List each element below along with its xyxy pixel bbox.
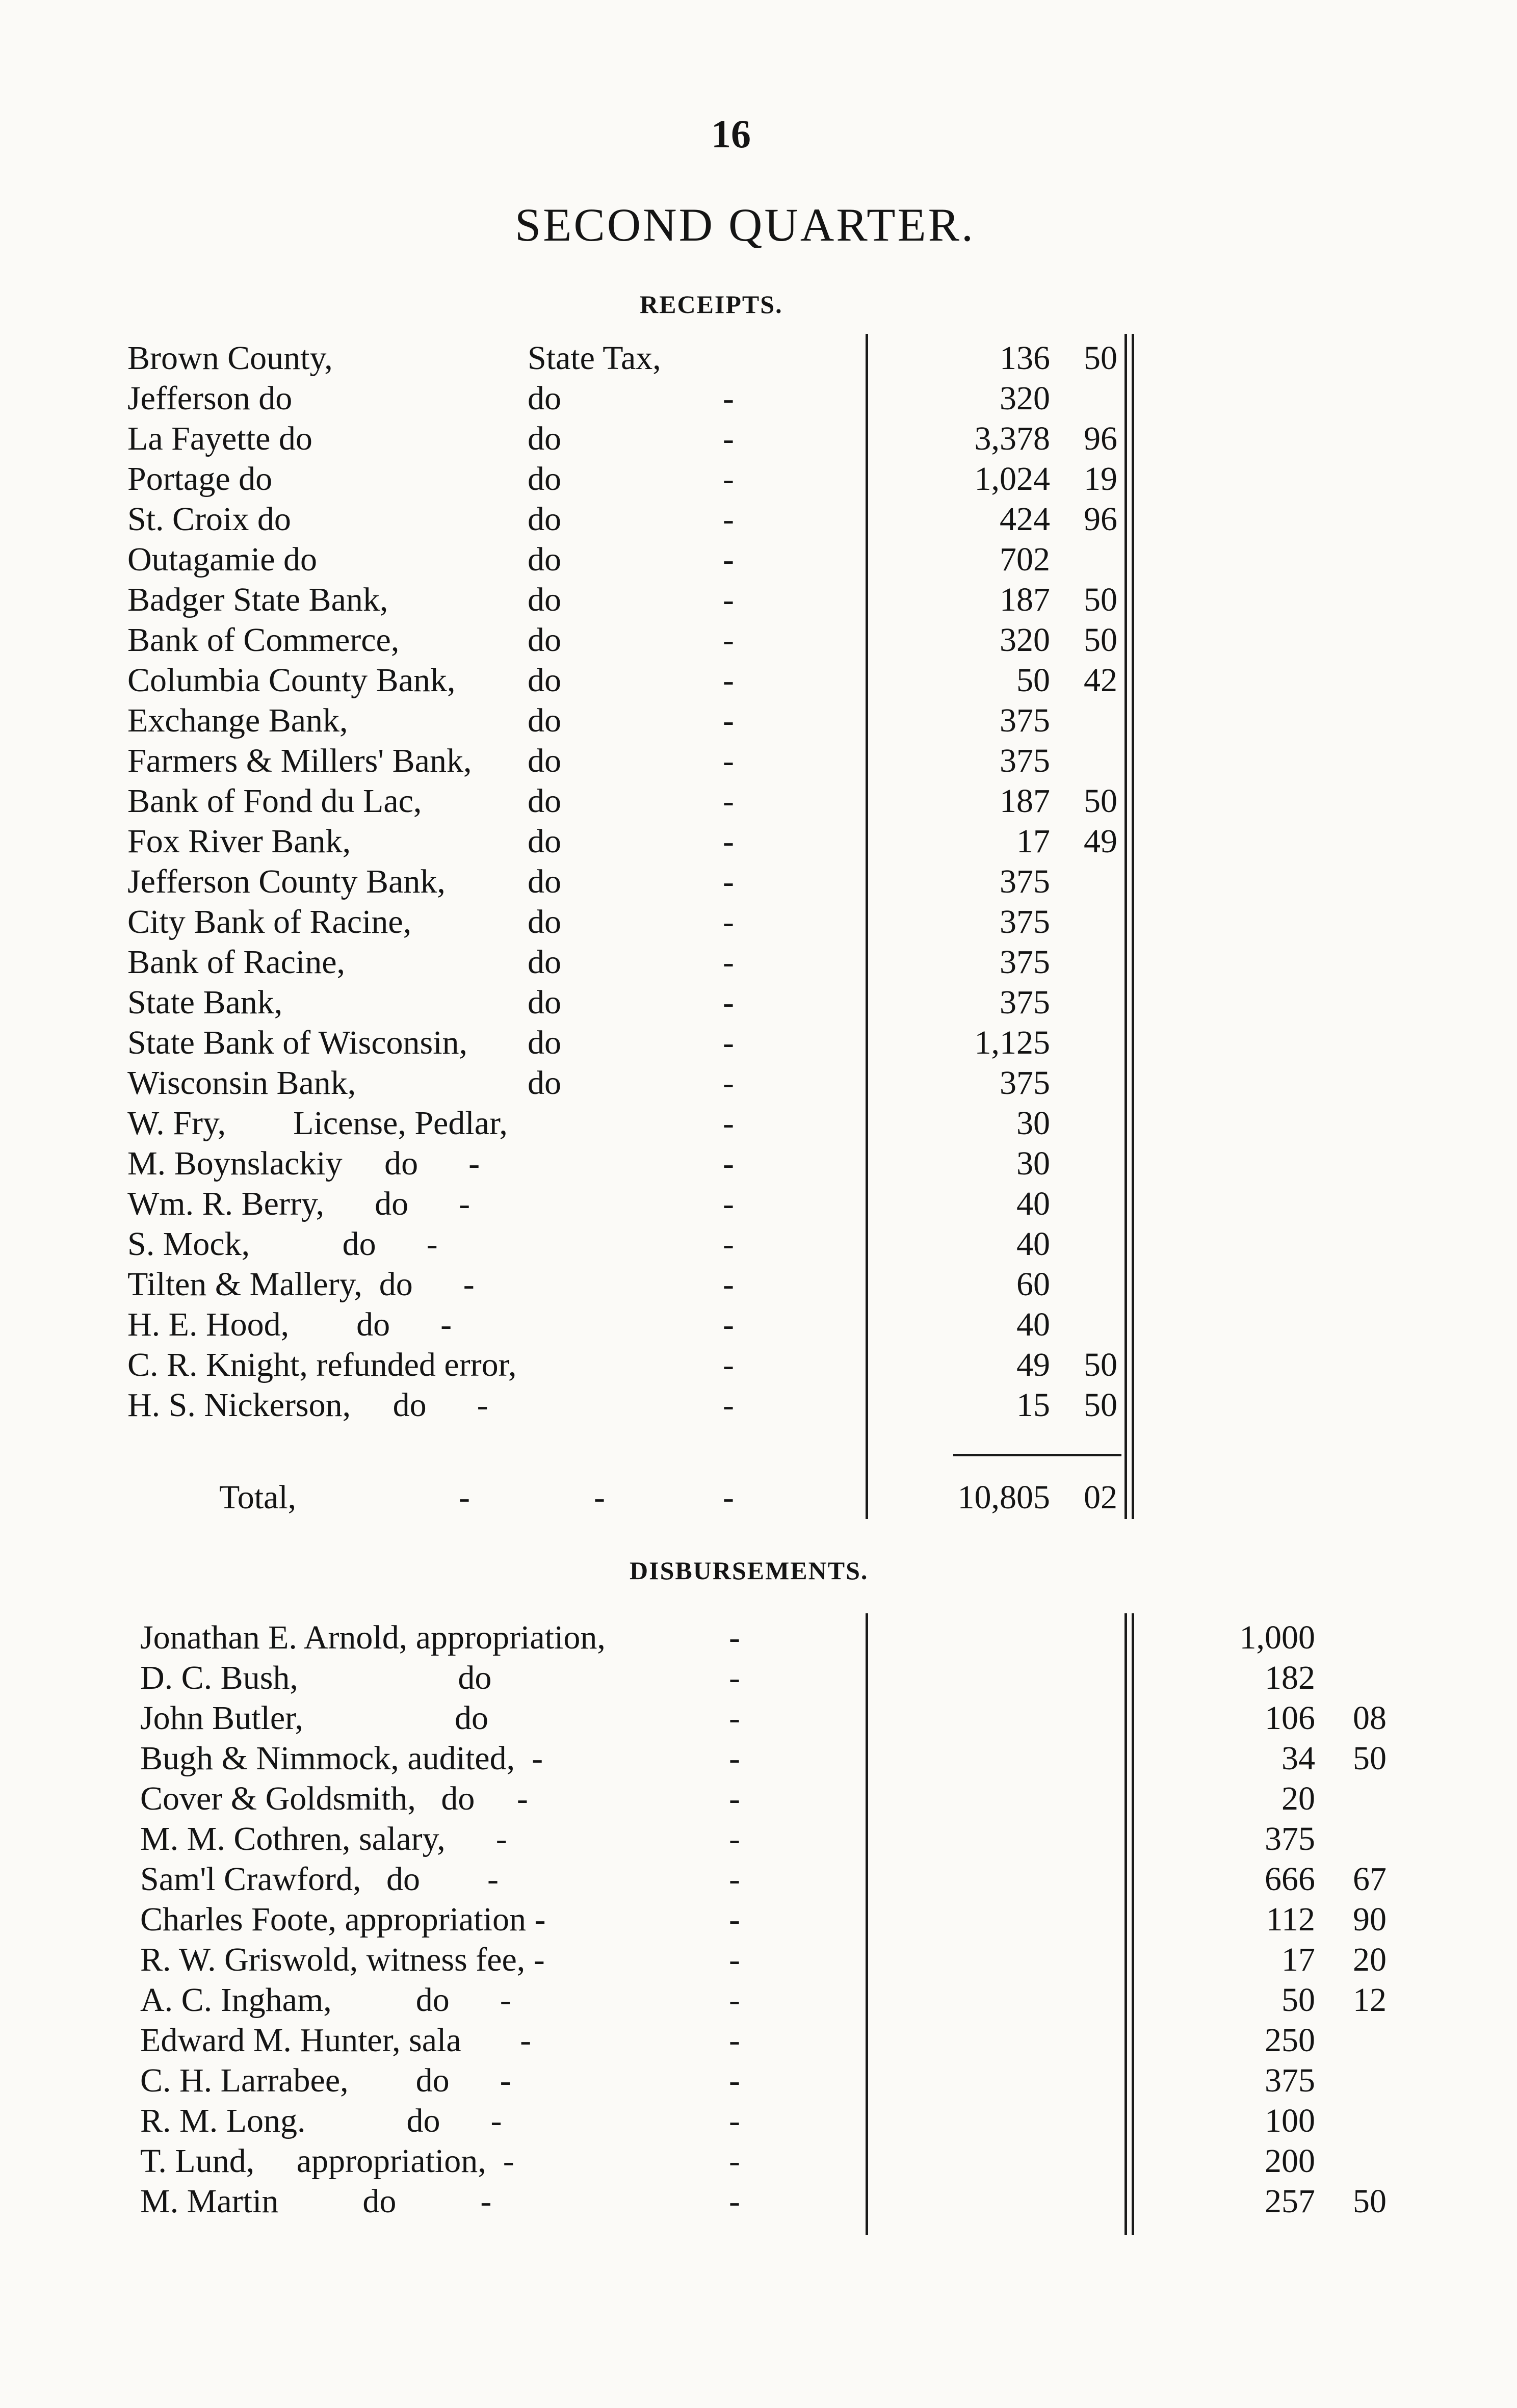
amount-dollars: 375: [1000, 863, 1050, 900]
table-row: [0, 1386, 1517, 1426]
table-row: [0, 1305, 1517, 1345]
leader-dash: -: [729, 1780, 740, 1817]
table-row: [0, 1265, 1517, 1305]
leader-dash: -: [729, 1941, 740, 1978]
amount-dollars: 1,024: [974, 460, 1050, 498]
amount-dollars: 375: [1000, 984, 1050, 1021]
payment-type: do: [528, 460, 561, 498]
amount-cents: 96: [1084, 501, 1117, 538]
table-row: [0, 500, 1517, 540]
leader-dash: -: [723, 702, 734, 739]
column-rule: [1132, 1613, 1134, 2235]
leader-dash: -: [723, 1064, 734, 1102]
amount-dollars: 375: [1000, 903, 1050, 940]
column-rule: [866, 1613, 868, 2235]
leader-dash: -: [729, 1981, 740, 2019]
table-row: [0, 983, 1517, 1023]
amount-dollars: 182: [1265, 1659, 1315, 1696]
payee-name: Sam'l Crawford, do -: [140, 1861, 499, 1898]
payment-type: do: [528, 662, 561, 699]
amount-cents: 90: [1353, 1901, 1387, 1938]
amount-dollars: 34: [1281, 1740, 1315, 1777]
leader-dash: -: [729, 2062, 740, 2099]
amount-dollars: 250: [1265, 2022, 1315, 2059]
payment-type: do: [528, 501, 561, 538]
leader-dash: -: [729, 2142, 740, 2180]
payer-name: W. Fry, License, Pedlar,: [127, 1105, 508, 1142]
payment-type: State Tax,: [528, 339, 661, 377]
table-row: [0, 540, 1517, 580]
payee-name: M. M. Cothren, salary, -: [140, 1820, 507, 1857]
table-row: [0, 1618, 1517, 1658]
payer-name: M. Boynslackiy do -: [127, 1145, 480, 1182]
table-row: [0, 2182, 1517, 2222]
leader-dash: -: [723, 621, 734, 659]
payment-type: do: [528, 863, 561, 900]
payment-type: do: [528, 1064, 561, 1102]
amount-dollars: 15: [1016, 1386, 1050, 1424]
amount-cents: 50: [1084, 782, 1117, 820]
payee-name: T. Lund, appropriation, -: [140, 2142, 514, 2180]
payer-name: City Bank of Racine,: [127, 903, 412, 940]
receipts-heading: RECEIPTS.: [640, 290, 783, 319]
table-row: [0, 1024, 1517, 1063]
leader-dash: -: [729, 2102, 740, 2139]
payment-type: do: [528, 380, 561, 417]
table-row: [0, 742, 1517, 781]
column-rule: [866, 334, 868, 1519]
amount-dollars: 50: [1281, 1981, 1315, 2019]
amount-cents: 50: [1084, 1346, 1117, 1383]
table-row: [0, 379, 1517, 419]
table-row: [0, 1860, 1517, 1900]
amount-dollars: 40: [1016, 1306, 1050, 1343]
amount-dollars: 257: [1265, 2183, 1315, 2220]
payee-name: Edward M. Hunter, sala -: [140, 2022, 532, 2059]
leader-dash: -: [723, 863, 734, 900]
table-row: [0, 1699, 1517, 1739]
leader-dash: -: [594, 1479, 605, 1516]
leader-dash: -: [729, 2022, 740, 2059]
payee-name: M. Martin do -: [140, 2183, 492, 2220]
amount-dollars: 1,125: [974, 1024, 1050, 1061]
table-row: [0, 822, 1517, 862]
payer-name: Bank of Commerce,: [127, 621, 400, 659]
leader-dash: -: [723, 903, 734, 940]
leader-dash: -: [723, 823, 734, 860]
amount-cents: 49: [1084, 823, 1117, 860]
payee-name: Bugh & Nimmock, audited, -: [140, 1740, 543, 1777]
table-row: [0, 1064, 1517, 1104]
page-number: 16: [711, 112, 751, 156]
table-row: [0, 1225, 1517, 1265]
total-row: [0, 1478, 1517, 1518]
payer-name: Badger State Bank,: [127, 581, 388, 618]
payer-name: C. R. Knight, refunded error,: [127, 1346, 517, 1383]
payer-name: Bank of Racine,: [127, 944, 346, 981]
leader-dash: -: [729, 1659, 740, 1696]
leader-dash: -: [729, 1740, 740, 1777]
amount-cents: 42: [1084, 662, 1117, 699]
amount-dollars: 49: [1016, 1346, 1050, 1383]
table-row: [0, 1659, 1517, 1698]
payer-name: State Bank of Wisconsin,: [127, 1024, 468, 1061]
leader-dash: -: [723, 581, 734, 618]
payee-name: John Butler, do: [140, 1699, 489, 1737]
leader-dash: -: [729, 1619, 740, 1656]
leader-dash: -: [723, 1185, 734, 1222]
amount-dollars: 20: [1281, 1780, 1315, 1817]
table-row: [0, 420, 1517, 459]
column-rule: [1124, 334, 1127, 1519]
payment-type: do: [528, 621, 561, 659]
column-rule: [1124, 1613, 1127, 2235]
leader-dash: -: [723, 1479, 734, 1516]
amount-dollars: 112: [1266, 1901, 1315, 1938]
table-row: [0, 1144, 1517, 1184]
payer-name: Wisconsin Bank,: [127, 1064, 356, 1102]
leader-dash: -: [723, 541, 734, 578]
total-cents: 02: [1084, 1479, 1117, 1516]
payment-type: do: [528, 702, 561, 739]
leader-dash: -: [729, 1901, 740, 1938]
payer-name: Tilten & Mallery, do -: [127, 1266, 475, 1303]
amount-dollars: 320: [1000, 380, 1050, 417]
total-rule: [953, 1454, 1121, 1456]
table-row: [0, 1104, 1517, 1144]
amount-dollars: 1,000: [1239, 1619, 1315, 1656]
amount-dollars: 17: [1016, 823, 1050, 860]
payee-name: Jonathan E. Arnold, appropriation,: [140, 1619, 606, 1656]
leader-dash: -: [723, 662, 734, 699]
payer-name: Fox River Bank,: [127, 823, 351, 860]
payee-name: R. M. Long. do -: [140, 2102, 502, 2139]
payment-type: do: [528, 1024, 561, 1061]
table-row: [0, 2021, 1517, 2061]
leader-dash: -: [723, 1024, 734, 1061]
amount-cents: 19: [1084, 460, 1117, 498]
table-row: [0, 339, 1517, 379]
table-row: [0, 460, 1517, 500]
leader-dash: -: [723, 1386, 734, 1424]
table-row: [0, 943, 1517, 983]
amount-dollars: 3,378: [974, 420, 1050, 457]
amount-dollars: 187: [1000, 782, 1050, 820]
amount-dollars: 702: [1000, 541, 1050, 578]
table-row: [0, 1346, 1517, 1385]
amount-dollars: 60: [1016, 1266, 1050, 1303]
leader-dash: -: [729, 1861, 740, 1898]
total-label: Total,: [219, 1479, 297, 1516]
table-row: [0, 701, 1517, 741]
payer-name: State Bank,: [127, 984, 283, 1021]
payee-name: Cover & Goldsmith, do -: [140, 1780, 528, 1817]
table-row: [0, 862, 1517, 902]
amount-dollars: 666: [1265, 1861, 1315, 1898]
amount-cents: 12: [1353, 1981, 1387, 2019]
leader-dash: -: [723, 1306, 734, 1343]
amount-cents: 50: [1084, 581, 1117, 618]
leader-dash: -: [729, 2183, 740, 2220]
payment-type: do: [528, 742, 561, 779]
table-row: [0, 1779, 1517, 1819]
table-row: [0, 661, 1517, 701]
amount-cents: 50: [1353, 2183, 1387, 2220]
amount-dollars: 136: [1000, 339, 1050, 377]
amount-dollars: 375: [1265, 2062, 1315, 2099]
amount-dollars: 375: [1000, 944, 1050, 981]
amount-dollars: 106: [1265, 1699, 1315, 1737]
amount-dollars: 320: [1000, 621, 1050, 659]
leader-dash: -: [723, 460, 734, 498]
table-row: [0, 1185, 1517, 1224]
amount-cents: 96: [1084, 420, 1117, 457]
payment-type: do: [528, 944, 561, 981]
leader-dash: -: [723, 1145, 734, 1182]
leader-dash: -: [723, 420, 734, 457]
payer-name: Brown County,: [127, 339, 333, 377]
amount-cents: 08: [1353, 1699, 1387, 1737]
table-row: [0, 2061, 1517, 2101]
amount-dollars: 187: [1000, 581, 1050, 618]
payer-name: Outagamie do: [127, 541, 318, 578]
amount-dollars: 30: [1016, 1145, 1050, 1182]
payment-type: do: [528, 903, 561, 940]
payment-type: do: [528, 984, 561, 1021]
table-row: [0, 2102, 1517, 2141]
payee-name: D. C. Bush, do: [140, 1659, 492, 1696]
disbursements-heading: DISBURSEMENTS.: [630, 1556, 869, 1585]
payment-type: do: [528, 581, 561, 618]
payer-name: Wm. R. Berry, do -: [127, 1185, 470, 1222]
leader-dash: -: [723, 501, 734, 538]
table-row: [0, 1981, 1517, 2021]
amount-dollars: 375: [1000, 1064, 1050, 1102]
table-row: [0, 782, 1517, 822]
page-title: SECOND QUARTER.: [515, 199, 975, 251]
payee-name: R. W. Griswold, witness fee, -: [140, 1941, 545, 1978]
amount-dollars: 375: [1265, 1820, 1315, 1857]
table-row: [0, 1820, 1517, 1860]
table-row: [0, 1900, 1517, 1940]
payment-type: do: [528, 541, 561, 578]
payer-name: Farmers & Millers' Bank,: [127, 742, 472, 779]
payer-name: St. Croix do: [127, 501, 291, 538]
table-row: [0, 581, 1517, 620]
amount-cents: 50: [1084, 339, 1117, 377]
amount-dollars: 100: [1265, 2102, 1315, 2139]
leader-dash: -: [723, 944, 734, 981]
amount-dollars: 375: [1000, 702, 1050, 739]
leader-dash: -: [459, 1479, 470, 1516]
amount-dollars: 30: [1016, 1105, 1050, 1142]
table-row: [0, 2142, 1517, 2182]
table-row: [0, 903, 1517, 943]
table-row: [0, 1739, 1517, 1779]
leader-dash: -: [723, 1346, 734, 1383]
payee-name: C. H. Larrabee, do -: [140, 2062, 511, 2099]
amount-cents: 67: [1353, 1861, 1387, 1898]
leader-dash: -: [723, 1266, 734, 1303]
payment-type: do: [528, 782, 561, 820]
amount-dollars: 17: [1281, 1941, 1315, 1978]
payer-name: Bank of Fond du Lac,: [127, 782, 422, 820]
payer-name: H. S. Nickerson, do -: [127, 1386, 488, 1424]
payer-name: Exchange Bank,: [127, 702, 348, 739]
table-row: [0, 621, 1517, 661]
amount-dollars: 40: [1016, 1225, 1050, 1263]
column-rule: [1132, 334, 1134, 1519]
amount-dollars: 375: [1000, 742, 1050, 779]
amount-dollars: 424: [1000, 501, 1050, 538]
payer-name: Columbia County Bank,: [127, 662, 456, 699]
payer-name: S. Mock, do -: [127, 1225, 438, 1263]
amount-dollars: 40: [1016, 1185, 1050, 1222]
leader-dash: -: [723, 984, 734, 1021]
amount-dollars: 200: [1265, 2142, 1315, 2180]
amount-dollars: 50: [1016, 662, 1050, 699]
leader-dash: -: [723, 380, 734, 417]
payment-type: do: [528, 420, 561, 457]
amount-cents: 50: [1353, 1740, 1387, 1777]
payer-name: Jefferson do: [127, 380, 293, 417]
amount-cents: 20: [1353, 1941, 1387, 1978]
payee-name: Charles Foote, appropriation -: [140, 1901, 546, 1938]
amount-cents: 50: [1084, 1386, 1117, 1424]
payment-type: do: [528, 823, 561, 860]
table-row: [0, 1941, 1517, 1980]
leader-dash: -: [729, 1699, 740, 1737]
total-dollars: 10,805: [957, 1479, 1050, 1516]
leader-dash: -: [723, 1225, 734, 1263]
leader-dash: -: [723, 742, 734, 779]
payee-name: A. C. Ingham, do -: [140, 1981, 511, 2019]
leader-dash: -: [723, 782, 734, 820]
amount-cents: 50: [1084, 621, 1117, 659]
payer-name: H. E. Hood, do -: [127, 1306, 452, 1343]
leader-dash: -: [723, 1105, 734, 1142]
payer-name: La Fayette do: [127, 420, 312, 457]
payer-name: Portage do: [127, 460, 273, 498]
leader-dash: -: [729, 1820, 740, 1857]
payer-name: Jefferson County Bank,: [127, 863, 446, 900]
